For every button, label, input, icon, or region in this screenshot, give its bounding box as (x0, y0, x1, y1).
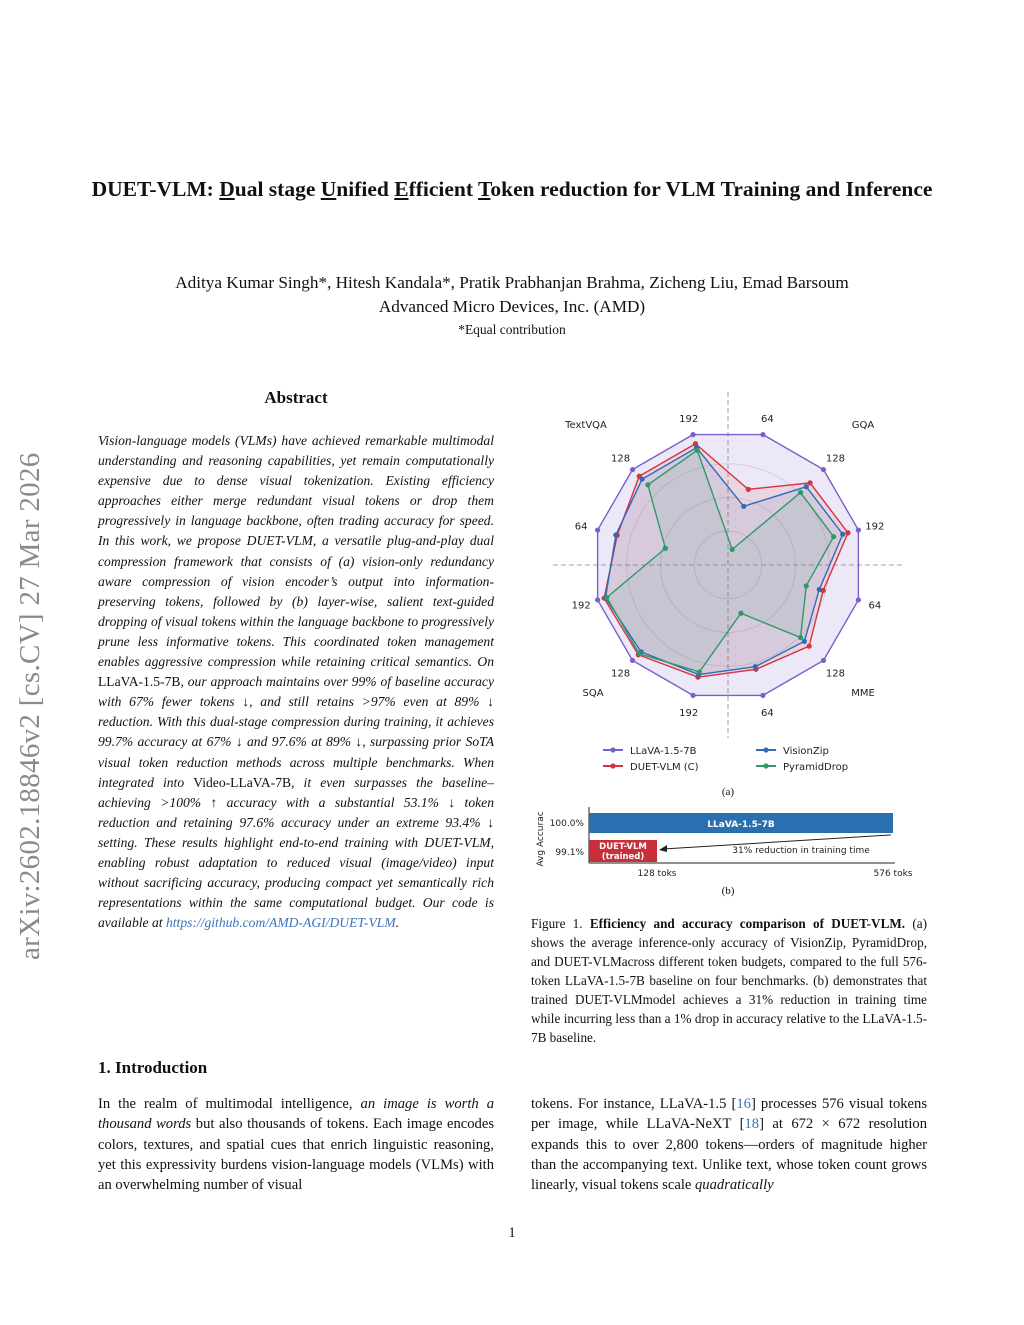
bar-y-tick-0: 100.0% (549, 819, 584, 829)
radar-point-2-5 (802, 639, 807, 644)
radar-legend (603, 746, 848, 773)
subfigure-label-b: (b) (721, 885, 735, 897)
radar-point-3-9 (604, 595, 609, 600)
radar-axis-label-8: 128 (610, 668, 631, 680)
code-link[interactable]: https://github.com/AMD-AGI/DUET-VLM (165, 915, 396, 931)
radar-point-3-3 (831, 534, 836, 539)
reduction-annotation: 31% reduction in training time (732, 846, 870, 856)
legend-marker-2 (763, 747, 768, 752)
bar-duet-sublabel: (trained) (601, 852, 645, 862)
figure-caption: Figure 1. Efficiency and accuracy comparison of DUET-VLM. (a) shows the average inference-only accuracy of VisionZip, PyramidDrop, and DUET-VLMacross different token budgets, compared to the full 576-token LLaVA-1.5-7B baseline on four benchmarks. (b) demonstrates that trained DUET-VLMmodel achieves a 31% reduction in training time while incurring less than a 1% drop in accuracy relative to the LLaVA-1.5-7B baseline. (531, 916, 927, 1045)
abstract-body: Vision-language models (VLMs) have achieved remarkable multimodal understanding and reasoning capabilities, yet remain computationally expensive due to dense visual tokenization. Existing efficiency approaches either merge redundant visual tokens or drop them progressively in language backbone, often trading accuracy for speed. In this work, we propose DUET-VLM, a versatile plug-and-play dual compression framework that consists of (a) vision-only redundancy aware compression of vision encoder’s output into information-preserving tokens, followed by (b) layer-wise, salient text-guided dropping of visual tokens within the language backbone to progressively prune less informative tokens. This coordinated token management enables aggressive compression while retaining critical semantics. On LLaVA-1.5-7B, our approach maintains over 99% of baseline accuracy with 67% fewer tokens ↓, and still retains >97% even at 89% ↓ reduction. With this dual-stage compression during training, it achieves 99.7% accuracy at 67% ↓ and 97.6% at 89% ↓, surpassing prior SoTA visual token reduction methods across multiple benchmarks. When integrated into Video-LLaVA-7B, it even surpasses the baseline–achieving >100% ↑ accuracy with a substantial 53.1% ↓ token reduction and retaining 97.6% accuracy under an extreme 93.4% ↓ setting. These results highlight end-to-end training with DUET-VLM, enabling robust adaptation to reduced visual (image/video) input without sacrificing accuracy, producing compact yet semantically rich representations within the same computational budget. Our code is available at https://github.com/AMD-AGI/DUET-VLM. (98, 433, 494, 931)
subfigure-label-a: (a) (721, 786, 735, 798)
radar-point-0-6 (760, 693, 765, 698)
radar-point-2-1 (741, 504, 746, 509)
radar-axis-label-1: 64 (760, 414, 774, 426)
affiliation: Advanced Micro Devices, Inc. (AMD) (378, 297, 646, 316)
radar-axis-label-4: 64 (868, 600, 882, 612)
radar-point-0-8 (630, 658, 635, 663)
legend-marker-0 (610, 747, 615, 752)
legend-marker-3 (763, 763, 768, 768)
bar-y-label: Avg Accurac (536, 811, 546, 867)
radar-point-3-5 (798, 635, 803, 640)
radar-point-0-2 (821, 467, 826, 472)
radar-point-0-0 (690, 432, 695, 437)
radar-point-1-5 (807, 644, 812, 649)
radar-point-3-2 (798, 490, 803, 495)
author-list: Aditya Kumar Singh*, Hitesh Kandala*, Pratik Prabhanjan Brahma, Zicheng Liu, Emad Barsoum (175, 273, 849, 292)
radar-chart (553, 392, 903, 738)
radar-point-3-11 (645, 482, 650, 487)
radar-point-3-6 (738, 611, 743, 616)
radar-axis-label-3: 192 (865, 521, 885, 533)
radar-point-3-4 (804, 583, 809, 588)
radar-point-0-5 (821, 658, 826, 663)
radar-axis-label-0: 192 (679, 414, 699, 426)
radar-point-1-2 (807, 480, 812, 485)
paper-title: DUET-VLM: Dual stage Unified Efficient Token reduction for VLM Training and Inference (91, 177, 933, 201)
bar-x-tick-0: 128 toks (637, 869, 677, 879)
reduction-arrow-head (659, 845, 667, 852)
equal-contribution-note: *Equal contribution (458, 322, 566, 337)
radar-point-0-1 (760, 432, 765, 437)
radar-point-0-3 (856, 527, 861, 532)
bar-duet-label: DUET-VLM (599, 842, 647, 852)
radar-axis-label-11: 128 (610, 453, 631, 465)
radar-axis-label-9: 192 (571, 600, 591, 612)
legend-label-2: VisionZip (783, 746, 829, 757)
radar-point-1-1 (746, 487, 751, 492)
section-heading-introduction: 1. Introduction (98, 1058, 208, 1077)
radar-point-2-6 (753, 664, 758, 669)
intro-paragraph-right: tokens. For instance, LLaVA-1.5 [16] processes 576 visual tokens per image, while LLaVA-NeXT [18] at 672 × 672 resolution expands this to over 2,800 tokens—orders of magnitude higher than the accompanying text. Unlike text, whose token count grows linearly, visual tokens scale quadratically (531, 1096, 927, 1194)
radar-point-0-4 (856, 597, 861, 602)
radar-axis-label-10: 64 (574, 521, 588, 533)
legend-marker-1 (610, 763, 615, 768)
radar-point-2-11 (639, 476, 644, 481)
page-number: 1 (508, 1225, 516, 1241)
citation-16[interactable]: 16 (736, 1096, 751, 1112)
radar-point-3-0 (695, 448, 700, 453)
abstract-heading: Abstract (264, 388, 328, 407)
radar-point-0-9 (595, 597, 600, 602)
radar-point-3-8 (637, 651, 642, 656)
radar-point-1-3 (845, 530, 850, 535)
figure-1 (531, 380, 931, 900)
radar-axis-label-6: 64 (760, 707, 774, 719)
radar-point-0-7 (690, 693, 695, 698)
radar-point-3-1 (730, 547, 735, 552)
radar-point-3-10 (663, 546, 668, 551)
legend-label-1: DUET-VLM (C) (630, 762, 699, 773)
citation-18[interactable]: 18 (744, 1116, 760, 1133)
intro-paragraph-left: In the realm of multimodal intelligence, an image is worth a thousand words but also thousands of tokens. Each image encodes colors, textures, and spatial cues that enrich linguistic reasoning, yet this expressivity burdens vision-language models (VLMs) with an overwhelming number of visual (98, 1096, 495, 1194)
radar-benchmark-3: SQA (582, 688, 604, 699)
legend-label-0: LLaVA-1.5-7B (630, 746, 697, 757)
bar-x-tick-1: 576 toks (873, 869, 913, 879)
radar-point-2-4 (817, 587, 822, 592)
radar-point-0-11 (630, 467, 635, 472)
radar-point-3-7 (697, 669, 702, 674)
radar-point-2-3 (840, 532, 845, 537)
bar-y-tick-1: 99.1% (555, 848, 584, 858)
arxiv-identifier: arXiv:2602.18846v2 [cs.CV] 27 Mar 2026 (14, 452, 46, 960)
radar-benchmark-1: GQA (851, 420, 875, 431)
bar-baseline-label: LLaVA-1.5-7B (707, 820, 775, 830)
radar-axis-label-7: 192 (679, 707, 699, 719)
legend-label-3: PyramidDrop (783, 762, 849, 773)
radar-axis-label-5: 128 (825, 668, 846, 680)
radar-axis-label-2: 128 (825, 453, 846, 465)
radar-point-2-2 (804, 484, 809, 489)
radar-benchmark-2: MME (851, 688, 875, 699)
bar-chart (536, 807, 913, 879)
radar-point-0-10 (595, 527, 600, 532)
radar-benchmark-0: TextVQA (565, 420, 607, 431)
radar-point-2-10 (613, 532, 618, 537)
